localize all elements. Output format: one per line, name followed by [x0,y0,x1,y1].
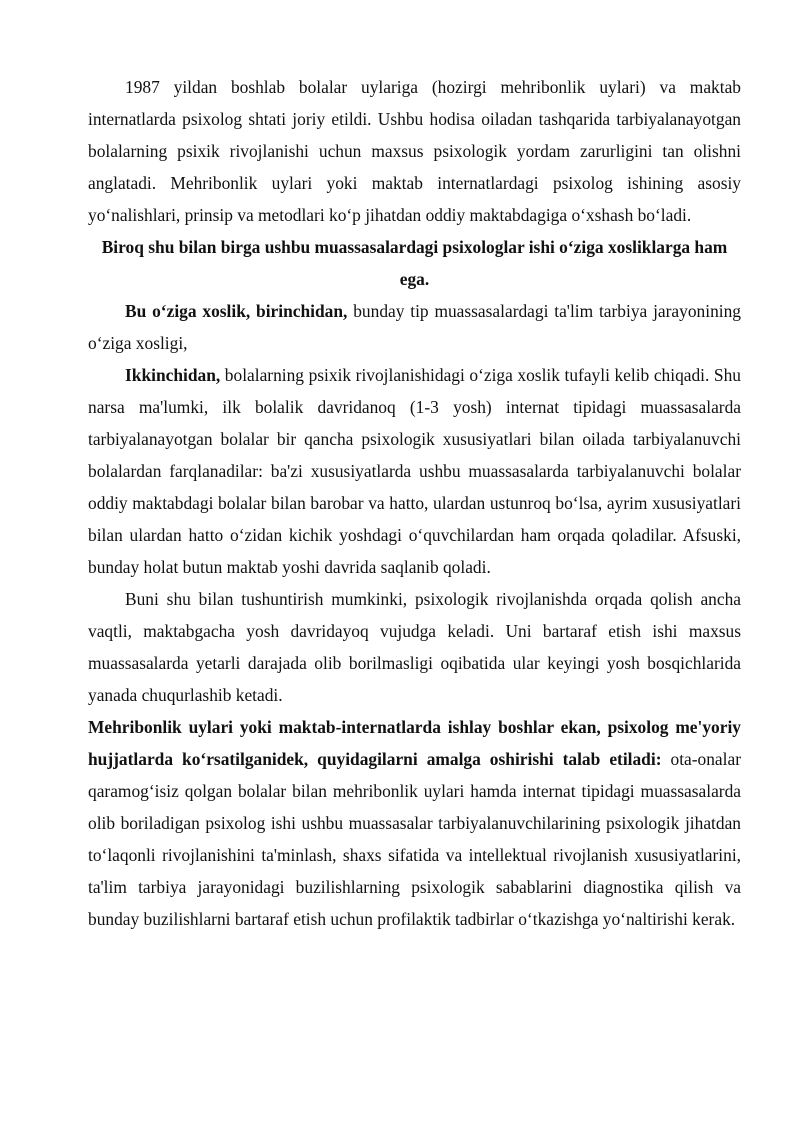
paragraph-intro: 1987 yildan boshlab bolalar uylariga (hozirgi mehribonlik uylari) va maktab internatlarda psixolog shtati joriy etildi. Ushbu hodisa oiladan tashqarida tarbiyalanayotgan bolalarning psixik rivojlanishi uchun maxsus psixologik yordam zarurligini tan olishni anglatadi. Mehribonlik uylari yoki maktab internatlardagi psixolog ishining asosiy yo‘nalishlari, prinsip va metodlari ko‘p jihatdan oddiy maktabdagiga o‘xshash bo‘ladi. [88,77,741,225]
paragraph-second-feature [88,359,741,583]
paragraph-first-feature [88,295,741,359]
document-page [88,71,741,935]
requirements-text: ota-onalar qaramog‘isiz qolgan bolalar bilan mehribonlik uylari hamda internat tipidagi muassasalarda olib boriladigan psixolog ishi ushbu muassasalar tarbiyalanuvchilarining psixologik jihatdan to‘laqonli rivojlanishini ta'minlash, shaxs sifatida va intellektual rivojlanish xususiyatlarini, ta'lim tarbiya jarayonidagi buzilishlarning psixologik sabablarini diagnostika qilish va bunday buzilishlarni bartaraf etish uchun profilaktik tadbirlar o‘tkazishga yo‘naltirishi kerak. [88,749,741,929]
first-feature-lead: Bu o‘ziga xoslik, birinchidan, [125,301,348,321]
second-feature-text: bolalarning psixik rivojlanishidagi o‘ziga xoslik tufayli kelib chiqadi. Shu narsa ma'lumki, ilk bolalik davridanoq (1-3 yosh) internat tipidagi muassasalarda tarbiyalanayotgan bolalar bir qancha psixologik xususiyatlari bilan oilada tarbiyalanuvchi bolalardan farqlanadilar: ba'zi xususiyatlarda ushbu muassasalarda tarbiyalanuvchi bolalar oddiy maktabdagi bolalar bilan barobar va hatto, ulardan ustunroq bo‘lsa, ayrim xususiyatlari bilan ulardan hatto o‘zidan kichik yoshdagi o‘quvchilardan ham orqada qoladilar. Afsuski, bunday holat butun maktab yoshi davrida saqlanib qoladi. [88,365,741,577]
second-feature-lead: Ikkinchidan, [125,365,221,385]
requirements-lead: Mehribonlik uylari yoki maktab-internatlarda ishlay boshlar ekan, psixolog me'yoriy hujjatlarda ko‘rsatilganidek, quyidagilarni amalga oshirishi talab etiladi: [88,717,741,769]
section-heading: Biroq shu bilan birga ushbu muassasalardagi psixologlar ishi o‘ziga xosliklarga ham ega. [101,237,728,289]
first-feature-text: bunday tip muassasalardagi ta'lim tarbiya jarayonining o‘ziga xosligi, [88,301,741,353]
paragraph-requirements [88,711,741,935]
paragraph-explanation: Buni shu bilan tushuntirish mumkinki, psixologik rivojlanishda orqada qolish ancha vaqtli, maktabgacha yosh davridayoq vujudga keladi. Uni bartaraf etish ishi maxsus muassasalarda yetarli darajada olib borilmasligi oqibatida ular keyingi yosh bosqichlarida yanada chuqurlashib ketadi. [88,589,741,705]
